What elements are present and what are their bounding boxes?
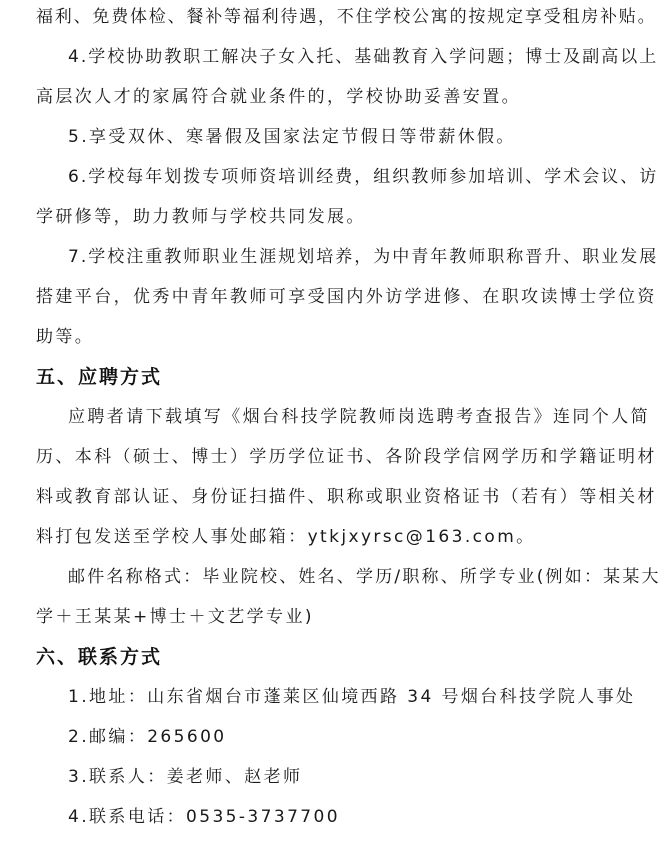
contact-address: 1.地址：山东省烟台市蓬莱区仙境西路 34 号烟台科技学院人事处 — [68, 687, 636, 707]
application-para-line-4: 料打包发送至学校人事处邮箱：ytkjxyrsc@163.com。 — [36, 527, 536, 547]
benefit-item-7-line-2: 搭建平台，优秀中青年教师可享受国内外访学进修、在职攻读博士学位资 — [36, 287, 657, 307]
contact-phone: 4.联系电话：0535-3737700 — [68, 807, 340, 827]
contact-postcode: 2.邮编：265600 — [68, 727, 227, 747]
benefit-item-7-line-3: 助等。 — [36, 327, 95, 347]
benefit-item-4-line-2: 高层次人才的家属符合就业条件的，学校协助妥善安置。 — [36, 87, 521, 107]
benefit-item-7-line-1: 7.学校注重教师职业生涯规划培养，为中青年教师职称晋升、职业发展 — [68, 247, 659, 267]
section-6-heading: 六、联系方式 — [36, 646, 163, 668]
application-para-line-3: 料或教育部认证、身份证扫描件、职称或职业资格证书（若有）等相关材 — [36, 487, 657, 507]
benefits-line-continued: 福利、免费体检、餐补等福利待遇，不住学校公寓的按规定享受租房补贴。 — [36, 7, 657, 27]
benefit-item-6-line-1: 6.学校每年划拨专项师资培训经费，组织教师参加培训、学术会议、访 — [68, 167, 659, 187]
application-para-line-2: 历、本科（硕士、博士）学历学位证书、各阶段学信网学历和学籍证明材 — [36, 447, 657, 467]
application-para-line-1: 应聘者请下载填写《烟台科技学院教师岗选聘考查报告》连同个人简 — [68, 407, 650, 427]
section-5-heading: 五、应聘方式 — [36, 366, 163, 388]
benefit-item-4-line-1: 4.学校协助教职工解决子女入托、基础教育入学问题；博士及副高以上 — [68, 47, 659, 67]
email-format-line-2: 学＋王某某+博士＋文艺学专业) — [36, 607, 314, 627]
benefit-item-5: 5.享受双休、寒暑假及国家法定节假日等带薪休假。 — [68, 127, 516, 147]
benefit-item-6-line-2: 学研修等，助力教师与学校共同发展。 — [36, 207, 366, 227]
contact-persons: 3.联系人：姜老师、赵老师 — [68, 767, 303, 787]
email-format-line-1: 邮件名称格式：毕业院校、姓名、学历/职称、所学专业(例如：某某大 — [68, 567, 661, 587]
